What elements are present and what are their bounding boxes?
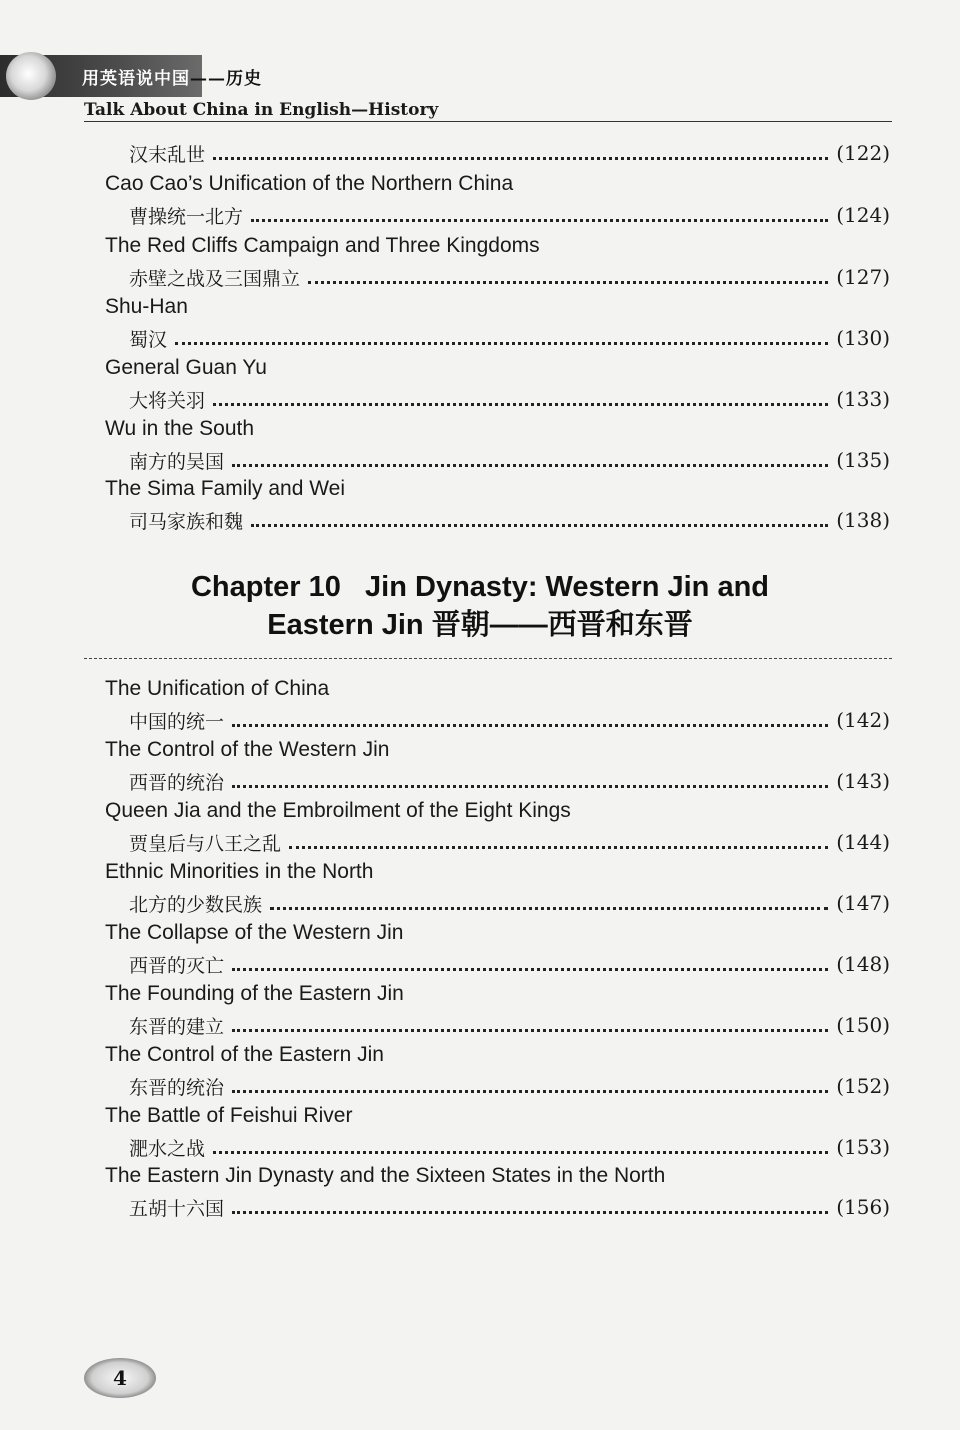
toc-entry-cn-title: 曹操统一北方 (129, 205, 244, 228)
leader-dots (270, 907, 828, 910)
series-title-cn (82, 64, 262, 89)
leader-dots (232, 785, 828, 788)
toc-entry-en-title: Shu-Han (105, 295, 188, 318)
toc-entry-cn-title: 司马家族和魏 (129, 510, 244, 533)
toc-entry-page: (156) (836, 1195, 890, 1219)
toc-entry-cn-line (129, 200, 890, 230)
toc-entry-cn-line (129, 384, 890, 414)
toc-entry-en-title: General Guan Yu (105, 356, 267, 379)
chapter-divider (84, 658, 892, 659)
toc-entry-page: (138) (836, 508, 890, 532)
dragon-logo-icon (6, 52, 56, 100)
toc-entry-page: (150) (836, 1013, 890, 1037)
toc-entry-page: (127) (836, 265, 890, 289)
series-title-cn-tail: ——历史 (190, 69, 262, 89)
leader-dots (232, 464, 828, 467)
leader-dots (213, 157, 828, 160)
toc-entry-page: (135) (836, 448, 890, 472)
toc-entry-en-title: The Founding of the Eastern Jin (105, 982, 404, 1005)
toc-entry-cn-line (129, 766, 890, 796)
leader-dots (232, 1090, 828, 1093)
toc-entry-page: (124) (836, 203, 890, 227)
toc-entry-cn-title: 赤壁之战及三国鼎立 (129, 267, 301, 290)
toc-entry-cn-line (129, 1192, 890, 1222)
leader-dots (213, 1151, 828, 1154)
toc-entry-en-title: The Control of the Eastern Jin (105, 1043, 384, 1066)
toc-entry-cn-line (129, 1132, 890, 1162)
toc-entry-page: (142) (836, 708, 890, 732)
toc-entry[interactable] (105, 1161, 890, 1283)
toc-entry-page: (148) (836, 952, 890, 976)
toc-entry-cn-title: 南方的吴国 (129, 450, 225, 473)
toc-entry-cn-line (129, 1010, 890, 1040)
toc-entry-cn-line (129, 705, 890, 735)
toc-entry-en-title: The Eastern Jin Dynasty and the Sixteen States in the North (105, 1164, 666, 1187)
toc-entry-page: (143) (836, 769, 890, 793)
header-rule (84, 121, 892, 122)
toc-entry-en-title: The Collapse of the Western Jin (105, 921, 404, 944)
toc-entry-cn-title: 大将关羽 (129, 389, 206, 412)
page-number: 4 (113, 1366, 127, 1390)
toc-entry-cn-title: 东晋的建立 (129, 1015, 225, 1038)
toc-entry-cn-line (129, 138, 890, 168)
toc-entry-cn-line (129, 888, 890, 918)
leader-dots (251, 524, 828, 527)
chapter-title (0, 568, 960, 644)
toc-entry-cn-line (129, 949, 890, 979)
toc-entry-page: (153) (836, 1135, 890, 1159)
toc-entry-en-title: The Control of the Western Jin (105, 738, 390, 761)
toc-entry-page: (133) (836, 387, 890, 411)
toc-entry-page: (144) (836, 830, 890, 854)
toc-entry-cn-line (129, 323, 890, 353)
series-title-en: Talk About China in English—History (84, 100, 439, 120)
leader-dots (232, 1029, 828, 1032)
toc-entry-en-title: The Unification of China (105, 677, 330, 700)
toc-entry-en-title: The Battle of Feishui River (105, 1104, 353, 1127)
series-title-cn-main: 用英语说中国 (82, 69, 190, 89)
toc-entry-page: (152) (836, 1074, 890, 1098)
toc-entry-cn-title: 东晋的统治 (129, 1076, 225, 1099)
leader-dots (232, 1211, 828, 1214)
toc-entry-cn-title: 中国的统一 (129, 710, 225, 733)
chapter-title-line-1: Chapter 10 Jin Dynasty: Western Jin and (190, 571, 770, 603)
toc-entry-en-title: Cao Cao’s Unification of the Northern China (105, 172, 514, 195)
toc-entry-en-title: The Red Cliffs Campaign and Three Kingdoms (105, 234, 540, 257)
toc-entry-page: (147) (836, 891, 890, 915)
toc-entry-cn-title: 北方的少数民族 (129, 893, 263, 916)
toc-entry-cn-title: 西晋的统治 (129, 771, 225, 794)
leader-dots (232, 968, 828, 971)
toc-entry-en-title: The Sima Family and Wei (105, 477, 346, 500)
toc-entry-cn-title: 五胡十六国 (129, 1197, 225, 1220)
toc-entry-page: (122) (836, 141, 890, 165)
toc-entry-cn-line (129, 445, 890, 475)
leader-dots (289, 846, 828, 849)
toc-entry-cn-line (129, 1071, 890, 1101)
toc-entry-cn-line (129, 827, 890, 857)
toc-entry-cn-title: 淝水之战 (129, 1137, 206, 1160)
leader-dots (251, 219, 828, 222)
toc-entry-en-title: Queen Jia and the Embroilment of the Eight Kings (105, 799, 571, 822)
toc-entry-cn-title: 汉末乱世 (129, 143, 206, 166)
toc-entry-cn-line (129, 505, 890, 535)
toc-entry-page: (130) (836, 326, 890, 350)
leader-dots (308, 281, 828, 284)
toc-entry-cn-title: 贾皇后与八王之乱 (129, 832, 282, 855)
toc-entry-cn-title: 西晋的灭亡 (129, 954, 225, 977)
toc-entry-en-title: Wu in the South (105, 417, 255, 440)
toc-entry-cn-title: 蜀汉 (129, 328, 168, 351)
leader-dots (232, 724, 828, 727)
page-number-badge (84, 1358, 156, 1398)
toc-entry-en-title: Ethnic Minorities in the North (105, 860, 374, 883)
chapter-title-line-2: Eastern Jin 晋朝——西晋和东晋 (267, 609, 693, 641)
toc-entry-cn-line (129, 262, 890, 292)
leader-dots (175, 342, 828, 345)
leader-dots (213, 403, 828, 406)
